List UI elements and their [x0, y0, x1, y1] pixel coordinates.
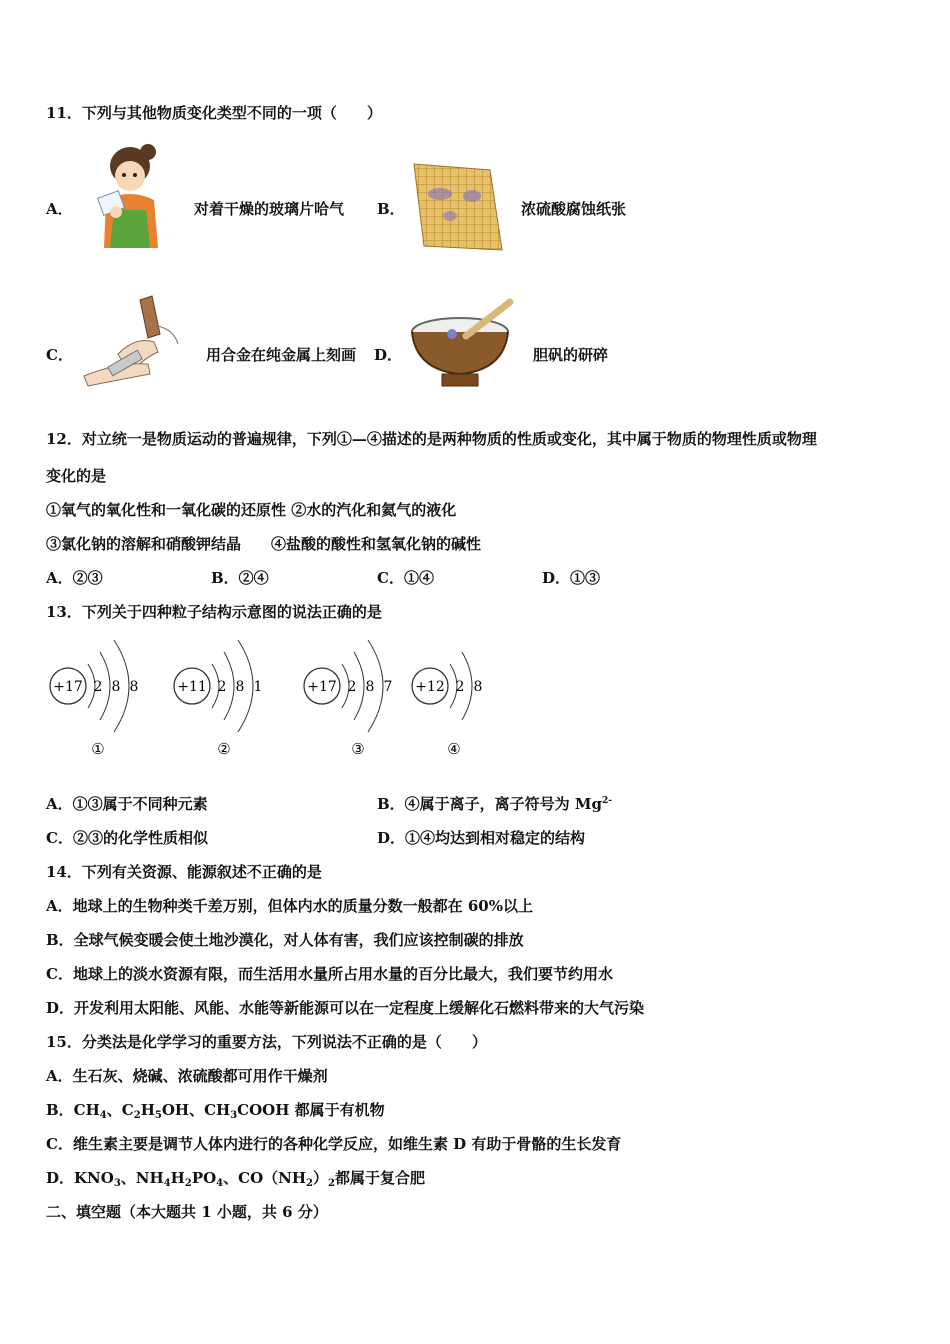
q12-option-c[interactable]: C．①④ — [377, 569, 434, 587]
q12-item-3-4: ③氯化钠的溶解和硝酸钾结晶 ④盐酸的酸性和氢氧化钠的碱性 — [46, 535, 482, 553]
q11-option-a-label[interactable]: A． — [46, 200, 73, 218]
shell-electrons: 7 — [383, 679, 393, 695]
shell-electrons: 2 — [455, 679, 465, 695]
q15-option-c[interactable]: C．维生素主要是调节人体内进行的各种化学反应，如维生素 D 有助于骨骼的生长发育 — [46, 1135, 622, 1153]
shell-electrons: 2 — [93, 679, 103, 695]
particle-diagram-3 — [298, 632, 408, 762]
q12-item-1-2: ①氧气的氧化性和一氧化碳的还原性 ②水的汽化和氦气的液化 — [46, 501, 457, 519]
q15-option-a[interactable]: A．生石灰、烧碱、浓硫酸都可用作干燥剂 — [46, 1067, 328, 1085]
corroded-paper-grid-image — [410, 160, 504, 254]
particle-diagram-2 — [168, 632, 278, 762]
nucleus-charge: +17 — [53, 679, 83, 695]
particle-diagram-1 — [44, 632, 154, 762]
q14-option-d[interactable]: D．开发利用太阳能、风能、水能等新能源可以在一定程度上缓解化石燃料带来的大气污染 — [46, 999, 645, 1017]
q14-option-a[interactable]: A．地球上的生物种类千差万别，但体内水的质量分数一般都在 60%以上 — [46, 897, 533, 915]
shell-electrons: 1 — [253, 679, 263, 695]
q14-option-b[interactable]: B．全球气候变暖会使土地沙漠化，对人体有害，我们应该控制碳的排放 — [46, 931, 524, 949]
diagram-label: ③ — [351, 740, 365, 758]
q11-option-b-label[interactable]: B． — [377, 200, 405, 218]
q11-option-c-text: 用合金在纯金属上刻画 — [206, 346, 357, 364]
q12-option-a[interactable]: A．②③ — [46, 569, 103, 587]
section-2-heading: 二、填空题（本大题共 1 小题，共 6 分） — [46, 1203, 328, 1221]
q13-option-d[interactable]: D．①④均达到相对稳定的结构 — [377, 829, 586, 847]
nucleus-charge: +11 — [177, 679, 207, 695]
diagram-label: ④ — [447, 740, 461, 758]
alloy-scratching-metal-image — [78, 294, 186, 390]
q11-option-a-text: 对着干燥的玻璃片哈气 — [194, 200, 345, 218]
nucleus-charge: +12 — [415, 679, 445, 695]
q13-option-a[interactable]: A．①③属于不同种元素 — [46, 795, 208, 813]
q11-option-d-label[interactable]: D． — [374, 346, 403, 364]
shell-electrons: 8 — [473, 679, 483, 695]
q11-stem: 11．下列与其他物质变化类型不同的一项（ ） — [46, 104, 382, 122]
q13-option-b[interactable]: B．④属于离子，离子符号为 $Mg^{2-}$ — [377, 795, 612, 813]
q11-option-b-text: 浓硫酸腐蚀纸张 — [521, 200, 627, 218]
particle-diagram-4 — [406, 632, 506, 762]
mortar-and-pestle-image — [406, 296, 518, 390]
diagram-label: ② — [217, 740, 231, 758]
q12-option-b[interactable]: B．②④ — [211, 569, 269, 587]
shell-electrons: 8 — [129, 679, 139, 695]
q12-option-d[interactable]: D．①③ — [542, 569, 601, 587]
q11-option-c-label[interactable]: C． — [46, 346, 73, 364]
diagram-label: ① — [91, 740, 105, 758]
q14-option-c[interactable]: C．地球上的淡水资源有限，而生活用水量所占用水量的百分比最大，我们要节约用水 — [46, 965, 613, 983]
shell-electrons: 8 — [235, 679, 245, 695]
q15-stem: 15．分类法是化学学习的重要方法，下列说法不正确的是（ ） — [46, 1033, 487, 1051]
q14-stem: 14．下列有关资源、能源叙述不正确的是 — [46, 863, 322, 881]
shell-electrons: 8 — [365, 679, 375, 695]
q12-stem-line1: 12．对立统一是物质运动的普遍规律，下列①—④描述的是两种物质的性质或变化，其中属于物质的物理性质或物理 — [46, 430, 817, 448]
girl-breathing-on-glass-image — [86, 140, 168, 252]
q13-stem: 13．下列关于四种粒子结构示意图的说法正确的是 — [46, 603, 382, 621]
q12-stem-line2: 变化的是 — [46, 467, 107, 485]
q15-option-d[interactable]: D．$KNO_3$、$NH_4H_2PO_4$、$CO(NH_2)_2$都属于复合肥 — [46, 1169, 425, 1189]
q15-option-b[interactable]: B．$CH_4$、$C_2H_5OH$、$CH_3COOH$ 都属于有机物 — [46, 1101, 385, 1121]
shell-electrons: 2 — [217, 679, 227, 695]
q13-option-c[interactable]: C．②③的化学性质相似 — [46, 829, 208, 847]
q11-option-d-text: 胆矾的研碎 — [533, 346, 609, 364]
shell-electrons: 2 — [347, 679, 357, 695]
shell-electrons: 8 — [111, 679, 121, 695]
nucleus-charge: +17 — [307, 679, 337, 695]
